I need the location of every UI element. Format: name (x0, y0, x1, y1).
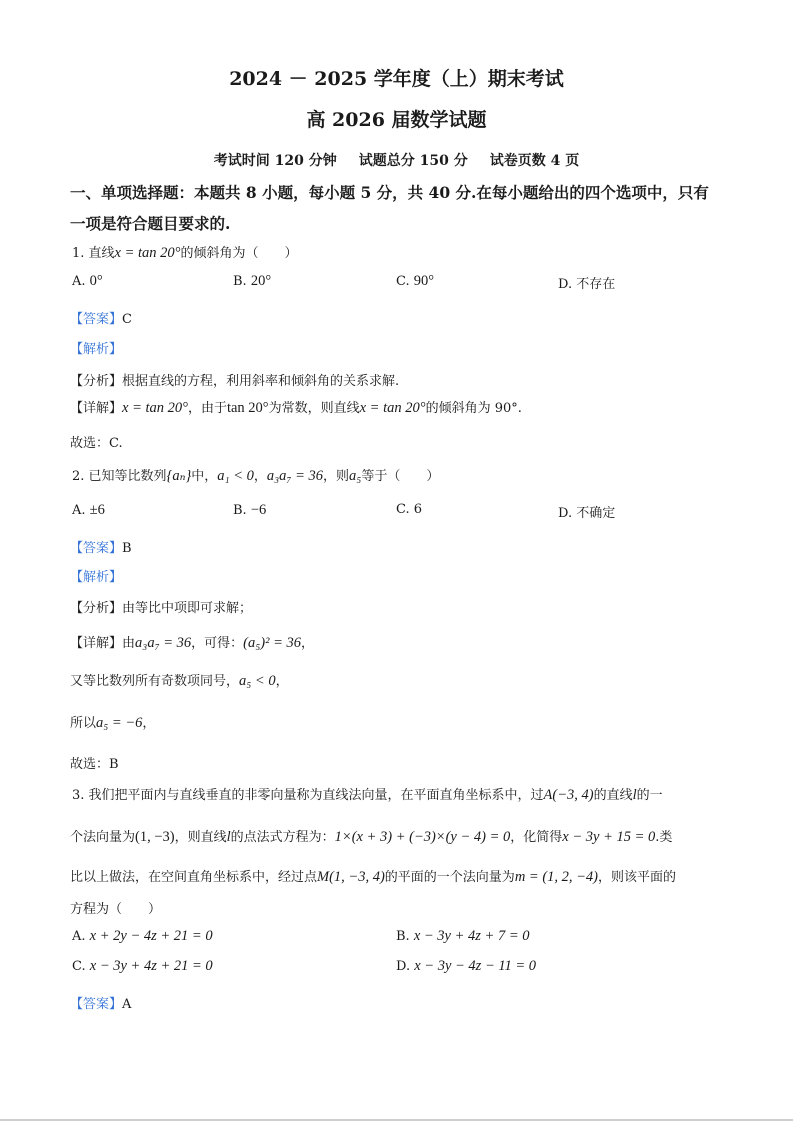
q1-stem: 1. 直线x = tan 20°的倾斜角为（ ） (72, 245, 298, 261)
q2-option-d: D. 不确定 (558, 506, 616, 521)
q2-option-c: C. 6 (396, 502, 423, 517)
q2-fenxi: 【分析】由等比中项即可求解； (70, 601, 253, 616)
q1-option-a: A. 0° (72, 273, 103, 289)
q1-option-c: C. 90° (396, 273, 435, 289)
q2-stem: 2. 已知等比数列{aₙ}中，a₁ < 0，a₃a₇ = 36，则a₅等于（ ） (72, 468, 440, 484)
q2-option-a: A. ±6 (72, 502, 105, 518)
q1-option-b: B. 20° (233, 273, 272, 289)
q2-option-b: B. −6 (233, 502, 267, 518)
q2-detail-line3: 所以a₅ = −6， (70, 715, 156, 731)
q1-answer: 【答案】C (70, 312, 132, 327)
q3-line4: 方程为（ ） (70, 902, 162, 917)
q1-analysis-tag: 【解析】 (70, 342, 123, 357)
section-heading-line1: 一、单项选择题：本题共 8 小题，每小题 5 分，共 40 分.在每小题给出的四个选项中，只有 (70, 183, 709, 202)
exam-info (0, 150, 793, 170)
q1-choose: 故选：C. (70, 436, 123, 451)
q1-option-d: D. 不存在 (558, 277, 616, 292)
q3-line1: 3. 我们把平面内与直线垂直的非零向量称为直线法向量，在平面直角坐标系中，过A(−3, 4)的直线l的一 (72, 787, 663, 803)
q2-analysis-tag: 【解析】 (70, 570, 123, 585)
q3-line3: 比以上做法，在空间直角坐标系中，经过点M(1, −3, 4)的平面的一个法向量为m = (1, 2, −4)，则该平面的 (70, 869, 677, 885)
q3-option-d: D. x − 3y − 4z − 11 = 0 (396, 958, 537, 974)
q3-option-a: A. x + 2y − 4z + 21 = 0 (72, 928, 213, 944)
q1-detail: 【详解】x = tan 20°，由于tan 20°为常数，则直线x = tan 20°的倾斜角为 90°. (70, 400, 522, 416)
section-heading-line2: 一项是符合题目要求的. (70, 214, 231, 233)
q3-line2: 个法向量为(1, −3)，则直线l的点法式方程为：1×(x + 3) + (−3)×(y − 4) = 0，化简得x − 3y + 15 = 0.类 (70, 829, 673, 845)
exam-time: 考试时间 120 分钟 (213, 153, 337, 169)
q2-detail: 【详解】由a₃a₇ = 36，可得：(a₅)² = 36， (70, 635, 315, 651)
exam-score: 试题总分 150 分 (358, 153, 468, 169)
exam-pages: 试卷页数 4 页 (489, 153, 580, 169)
footer-divider (0, 1119, 793, 1121)
q2-choose: 故选：B (70, 757, 119, 772)
exam-title: 2024 － 2025 学年度（上）期末考试 (229, 68, 564, 90)
q1-fenxi: 【分析】根据直线的方程，利用斜率和倾斜角的关系求解. (70, 374, 400, 389)
exam-subtitle: 高 2026 届数学试题 (306, 109, 487, 131)
q3-answer: 【答案】A (70, 997, 132, 1012)
q3-option-c: C. x − 3y + 4z + 21 = 0 (72, 958, 213, 974)
q1-math: x = tan 20° (114, 245, 181, 261)
q2-answer: 【答案】B (70, 541, 132, 556)
q2-detail-line2: 又等比数列所有奇数项同号，a₅ < 0， (70, 673, 289, 689)
q3-option-b: B. x − 3y + 4z + 7 = 0 (396, 928, 530, 944)
